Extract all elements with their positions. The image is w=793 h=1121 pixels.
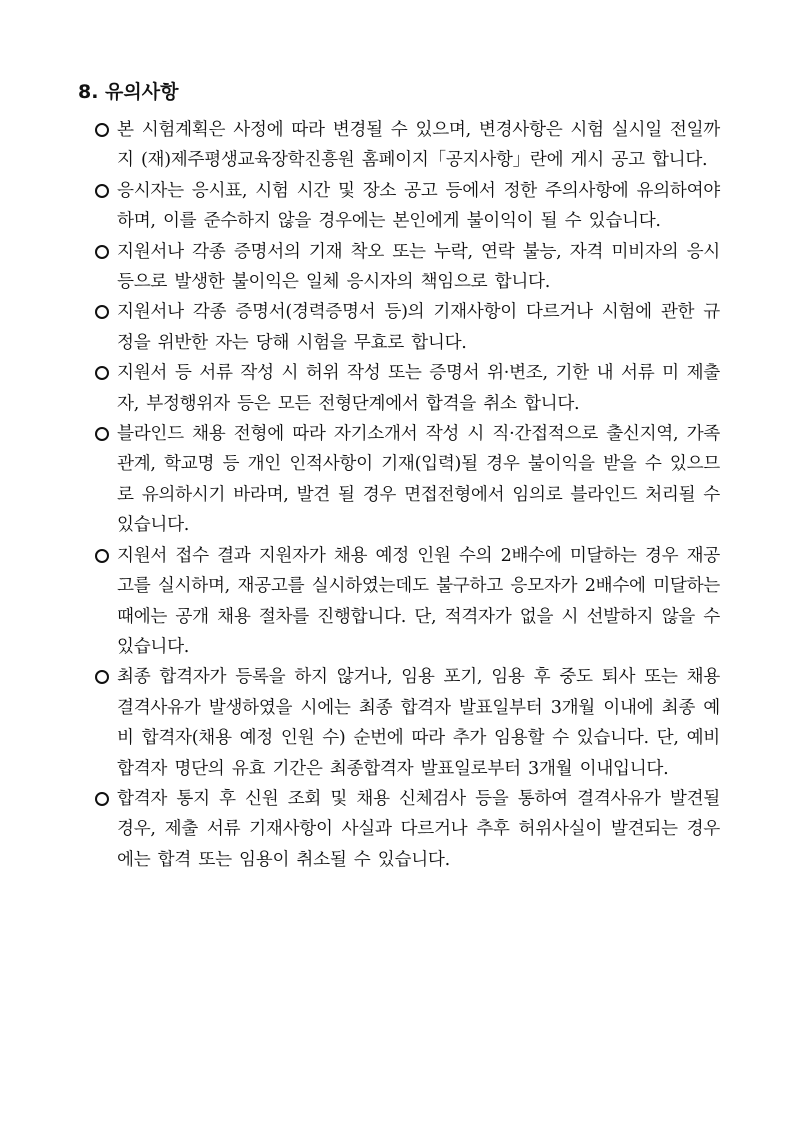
list-item [95,419,720,541]
list-item [95,237,720,298]
hollow-circle-bullet-icon [95,427,109,441]
hollow-circle-bullet-icon [95,549,109,563]
list-item-text: 응시자는 응시표, 시험 시간 및 장소 공고 등에서 정한 주의사항에 유의하여야 하며, 이를 준수하지 않을 경우에는 본인에게 불이익이 될 수 있습니다. [117,180,720,232]
hollow-circle-bullet-icon [95,305,109,319]
hollow-circle-bullet-icon [95,123,109,137]
list-item-text: 지원서나 각종 증명서의 기재 착오 또는 누락, 연락 불능, 자격 미비자의 응시 등으로 발생한 불이익은 일체 응시자의 책임으로 합니다. [117,241,720,293]
hollow-circle-bullet-icon [95,184,109,198]
list-item [95,176,720,237]
list-item [95,115,720,176]
list-item [95,784,720,875]
notice-list [95,115,720,875]
hollow-circle-bullet-icon [95,670,109,684]
hollow-circle-bullet-icon [95,245,109,259]
list-item-text: 블라인드 채용 전형에 따라 자기소개서 작성 시 직·간접적으로 출신지역, 가족관계, 학교명 등 개인 인적사항이 기재(입력)될 경우 불이익을 받을 수 있으므로 유의하시기 바라며, 발견 될 경우 면접전형에서 임의로 블라인드 처리될 수 있습니다. [117,424,720,536]
list-item-text: 지원서나 각종 증명서(경력증명서 등)의 기재사항이 다르거나 시험에 관한 규정을 위반한 자는 당해 시험을 무효로 합니다. [117,302,720,353]
hollow-circle-bullet-icon [95,792,109,806]
list-item [95,662,720,784]
section-title: 8. 유의사항 [78,81,179,103]
list-item-text: 지원서 등 서류 작성 시 허위 작성 또는 증명서 위·변조, 기한 내 서류 미 제출자, 부정행위자 등은 모든 전형단계에서 합격을 취소 합니다. [117,363,720,414]
list-item-text: 본 시험계획은 사정에 따라 변경될 수 있으며, 변경사항은 시험 실시일 전일까지 (재)제주평생교육장학진흥원 홈페이지「공지사항」란에 게시 공고 합니다. [117,120,720,171]
list-item [95,297,720,358]
list-item [95,541,720,663]
list-item [95,358,720,419]
hollow-circle-bullet-icon [95,366,109,380]
list-item-text: 합격자 통지 후 신원 조회 및 채용 신체검사 등을 통하여 결격사유가 발견될 경우, 제출 서류 기재사항이 사실과 다르거나 추후 허위사실이 발견되는 경우에는 합격 또는 임용이 취소될 수 있습니다. [117,788,720,870]
list-item-text: 최종 합격자가 등록을 하지 않거나, 임용 포기, 임용 후 중도 퇴사 또는 채용 결격사유가 발생하였을 시에는 최종 합격자 발표일부터 3개월 이내에 최종 예비 합격자(채용 예정 인원 수) 순번에 따라 추가 임용할 수 있습니다. 단, 예비 합격자 명단의 유효 기간은 최종합격자 발표일로부터 3개월 이내입니다. [117,667,720,779]
list-item-text: 지원서 접수 결과 지원자가 채용 예정 인원 수의 2배수에 미달하는 경우 재공고를 실시하며, 재공고를 실시하였는데도 불구하고 응모자가 2배수에 미달하는 때에는 공개 채용 절차를 진행합니다. 단, 적격자가 없을 시 선발하지 않을 수 있습니다. [117,545,720,657]
